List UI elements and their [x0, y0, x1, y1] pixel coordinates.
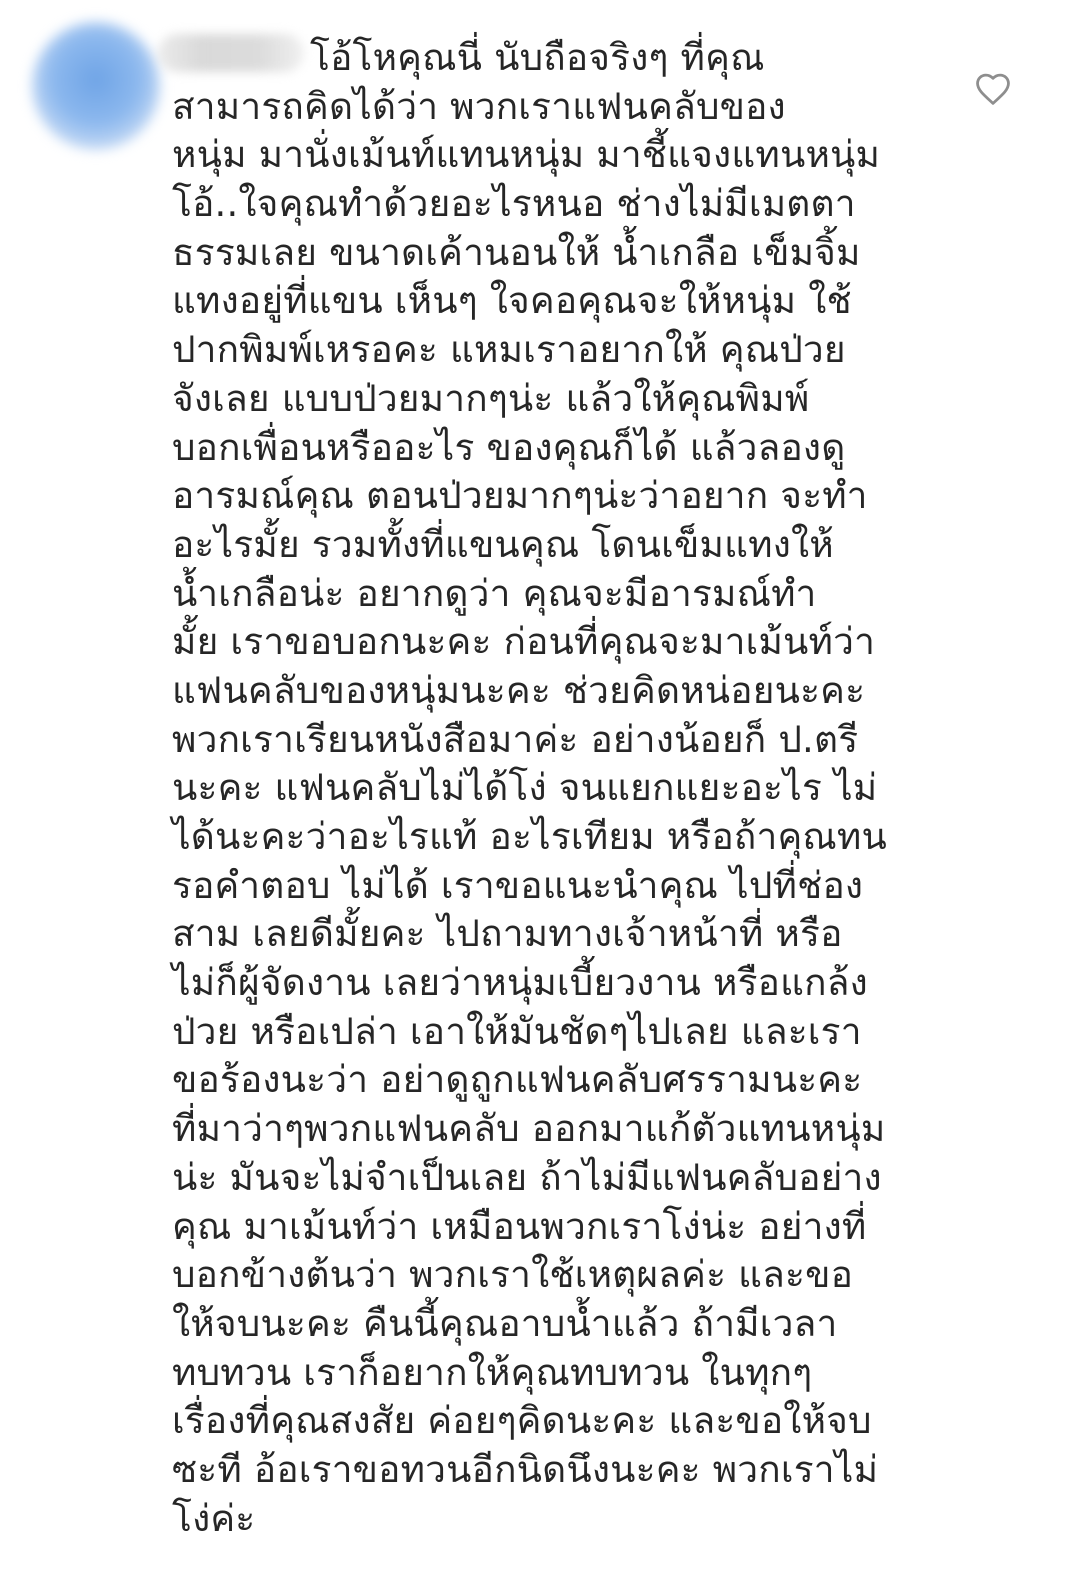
comment-line: น้ำเกลือน่ะ อยากดูว่า คุณจะมีอารมณ์ทำ	[172, 571, 817, 615]
like-button[interactable]	[974, 72, 1012, 106]
comment-line: อะไรมั้ย รวมทั้งที่แขนคุณ โดนเข็มแทงให้	[172, 522, 834, 566]
comment-line: พวกเราเรียนหนังสือมาค่ะ อย่างน้อยก็ ป.ตรี	[172, 717, 859, 761]
comment-line: เรื่องที่คุณสงสัย ค่อยๆคิดนะคะ และขอให้จบ	[172, 1399, 872, 1443]
comment-line: สาม เลยดีมั้ยคะ ไปถามทางเจ้าหน้าที่ หรือ	[172, 912, 843, 956]
avatar[interactable]	[32, 22, 160, 150]
comment-line: ทบทวน เราก็อยากให้คุณทบทวน ในทุกๆ	[172, 1350, 813, 1394]
comment-line: มั้ย เราขอบอกนะคะ ก่อนที่คุณจะมาเม้นท์ว่า	[172, 620, 876, 664]
comment-line: แทงอยู่ที่แขน เห็นๆ ใจคอคุณจะให้หนุ่ม ใช้	[172, 279, 852, 323]
comment-line: น่ะ มันจะไม่จำเป็นเลย ถ้าไม่มีแฟนคลับอย่าง	[172, 1155, 882, 1199]
heart-icon	[974, 72, 1012, 106]
comment-line: หนุ่ม มานั่งเม้นท์แทนหนุ่ม มาชี้แจงแทนหนุ่ม	[172, 133, 881, 177]
comment-line: ขอร้องนะว่า อย่าดูถูกแฟนคลับศรรามนะคะ	[172, 1058, 863, 1102]
comment-line: อารมณ์คุณ ตอนป่วยมากๆน่ะว่าอยาก จะทำ	[172, 474, 868, 518]
comment-line: สามารถคิดได้ว่า พวกเราแฟนคลับของ	[172, 84, 786, 128]
comment-line: รอคำตอบ ไม่ได้ เราขอแนะนำคุณ ไปที่ช่อง	[172, 863, 864, 907]
comment-line: ให้จบนะคะ คืนนี้คุณอาบน้ำแล้ว ถ้ามีเวลา	[172, 1301, 838, 1345]
comment-line: โอ้โหคุณนี่ นับถือจริงๆ ที่คุณ	[310, 36, 765, 79]
comment-text	[172, 34, 952, 1543]
comment-line: โง่ค่ะ	[172, 1496, 256, 1540]
comment-line: บอกข้างต้นว่า พวกเราใช้เหตุผลค่ะ และขอ	[172, 1253, 854, 1297]
comment-line: ธรรมเลย ขนาดเค้านอนให้ น้ำเกลือ เข็มจิ้ม	[172, 230, 861, 274]
comment-line: แฟนคลับของหนุ่มนะคะ ช่วยคิดหน่อยนะคะ	[172, 668, 866, 712]
comment-line: ที่มาว่าๆพวกแฟนคลับ ออกมาแก้ตัวแทนหนุ่ม	[172, 1107, 886, 1151]
comment-line: ป่วย หรือเปล่า เอาให้มันชัดๆไปเลย และเรา	[172, 1009, 862, 1053]
comment-line: โอ้..ใจคุณทำด้วยอะไรหนอ ช่างไม่มีเมตตา	[172, 182, 856, 226]
comment-line: ได้นะคะว่าอะไรแท้ อะไรเทียม หรือถ้าคุณทน	[172, 815, 888, 858]
comment-line: ปากพิมพ์เหรอคะ แหมเราอยากให้ คุณป่วย	[172, 328, 846, 372]
comment-line: คุณ มาเม้นท์ว่า เหมือนพวกเราโง่น่ะ อย่างที่	[172, 1204, 867, 1248]
comment-line: นะคะ แฟนคลับไม่ได้โง่ จนแยกแยะอะไร ไม่	[172, 766, 878, 810]
comment-line: ไม่ก็ผู้จัดงาน เลยว่าหนุ่มเบี้ยวงาน หรือแกล้ง	[172, 961, 868, 1005]
comment-line: ซะที อ้อเราขอทวนอีกนิดนึงนะคะ พวกเราไม่	[172, 1447, 879, 1491]
comment-line: บอกเพื่อนหรืออะไร ของคุณก็ได้ แล้วลองดู	[172, 425, 846, 469]
comment-line: จังเลย แบบป่วยมากๆน่ะ แล้วให้คุณพิมพ์	[172, 376, 810, 420]
